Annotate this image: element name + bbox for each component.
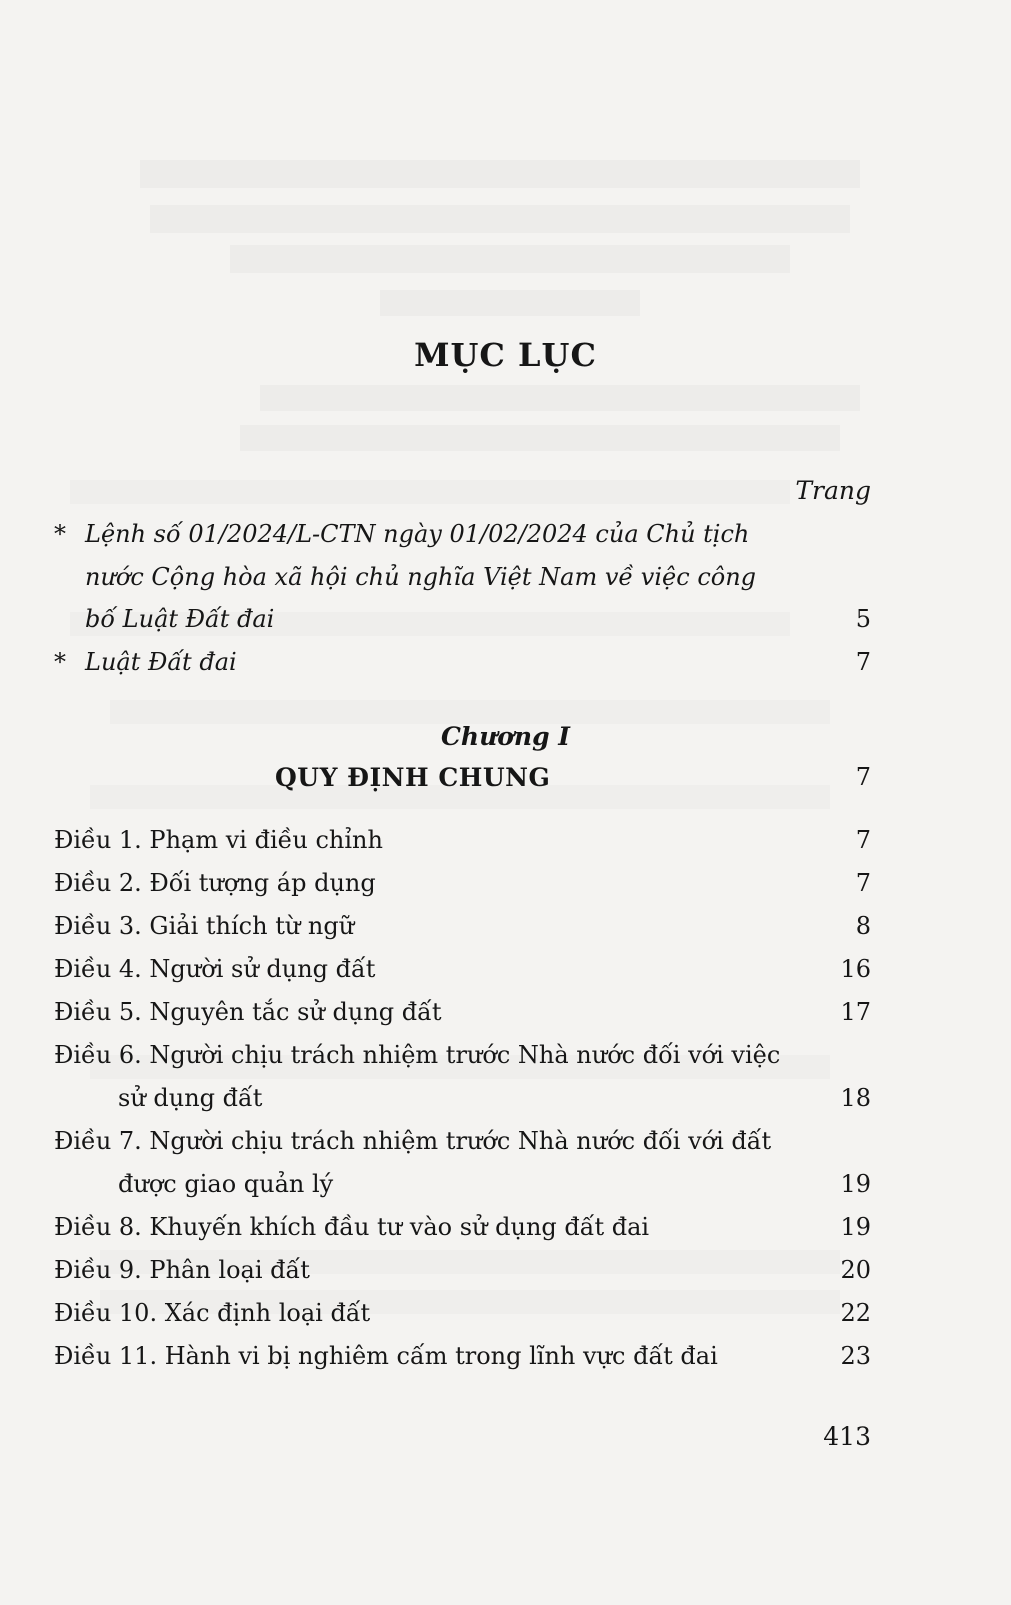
toc-entry-text: Điều 6. Người chịu trách nhiệm trước Nhà nước đối với việc (54, 1041, 781, 1069)
toc-entry-article-7[interactable] (0, 1121, 1011, 1161)
toc-entry-text: Điều 5. Nguyên tắc sử dụng đất (54, 998, 442, 1026)
toc-entry-continuation[interactable] (0, 1164, 1011, 1204)
toc-entry-text: Điều 8. Khuyến khích đầu tư vào sử dụng đất đai (54, 1213, 650, 1241)
toc-entry-continuation[interactable] (0, 1078, 1011, 1118)
toc-entry-text: Điều 7. Người chịu trách nhiệm trước Nhà nước đối với đất (54, 1127, 772, 1155)
toc-entry[interactable] (0, 514, 1011, 554)
page-column-label: Trang (795, 476, 871, 505)
toc-page-number: 5 (855, 605, 871, 633)
toc-entry-article-1[interactable] (0, 820, 1011, 860)
toc-entry-text: được giao quản lý (118, 1170, 334, 1198)
toc-entry-article-4[interactable] (0, 949, 1011, 989)
page-number: 413 (823, 1422, 871, 1451)
toc-entry-article-5[interactable] (0, 992, 1011, 1032)
toc-page-number: 20 (840, 1256, 871, 1284)
toc-entry-text: Điều 10. Xác định loại đất (54, 1299, 371, 1327)
toc-page-number: 18 (840, 1084, 871, 1112)
toc-entry-article-10[interactable] (0, 1293, 1011, 1333)
page-title: MỤC LỤC (414, 336, 597, 374)
toc-entry-article-9[interactable] (0, 1250, 1011, 1290)
toc-page-number: 7 (855, 869, 871, 897)
toc-entry-continuation[interactable] (0, 557, 1011, 597)
toc-page-number: 19 (840, 1213, 871, 1241)
toc-page-number: 16 (840, 955, 871, 983)
toc-entry-text: Điều 4. Người sử dụng đất (54, 955, 376, 983)
toc-entry-text: Điều 9. Phân loại đất (54, 1256, 310, 1284)
chapter-title[interactable]: QUY ĐỊNH CHUNG (275, 763, 551, 792)
chapter-label: Chương I (441, 722, 570, 751)
toc-entry-text: Điều 2. Đối tượng áp dụng (54, 869, 376, 897)
toc-entry-article-2[interactable] (0, 863, 1011, 903)
bullet-star: * (54, 520, 66, 548)
toc-entry-article-3[interactable] (0, 906, 1011, 946)
toc-entry-text: Điều 3. Giải thích từ ngữ (54, 912, 355, 940)
toc-page-number: 7 (855, 826, 871, 854)
toc-entry-text: Điều 11. Hành vi bị nghiêm cấm trong lĩnh vực đất đai (54, 1342, 718, 1370)
toc-page-number: 19 (840, 1170, 871, 1198)
toc-entry-text: Luật Đất đai (85, 648, 237, 676)
toc-page-number: 8 (855, 912, 871, 940)
toc-entry[interactable] (0, 642, 1011, 682)
toc-entry-continuation[interactable] (0, 599, 1011, 639)
toc-page-number: 17 (840, 998, 871, 1026)
toc-page-number: 22 (840, 1299, 871, 1327)
bullet-star: * (54, 648, 66, 676)
toc-entry-text: bố Luật Đất đai (85, 605, 275, 633)
toc-entry-text: nước Cộng hòa xã hội chủ nghĩa Việt Nam về việc công (85, 563, 757, 591)
toc-entry-article-8[interactable] (0, 1207, 1011, 1247)
toc-page-number: 7 (855, 763, 871, 791)
toc-entry-article-6[interactable] (0, 1035, 1011, 1075)
toc-entry-text: sử dụng đất (118, 1084, 263, 1112)
toc-entry-text: Lệnh số 01/2024/L-CTN ngày 01/02/2024 của Chủ tịch (85, 520, 750, 548)
toc-page-number: 23 (840, 1342, 871, 1370)
toc-entry-text: Điều 1. Phạm vi điều chỉnh (54, 826, 383, 854)
toc-page-number: 7 (855, 648, 871, 676)
toc-entry-article-11[interactable] (0, 1336, 1011, 1376)
